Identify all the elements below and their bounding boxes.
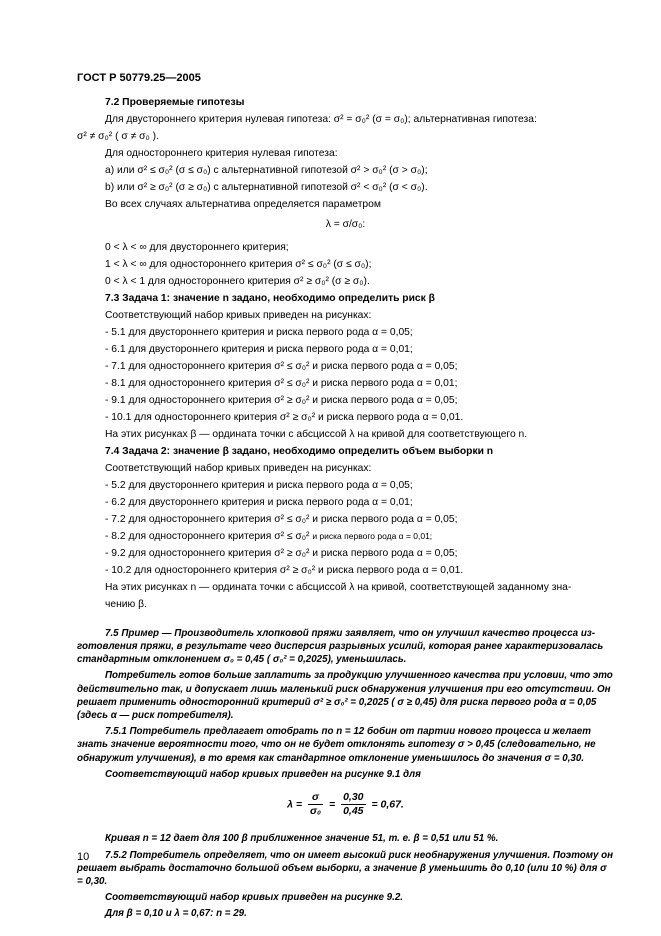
example-paragraph-2: Потребитель готов больше заплатить за продукцию улучшенного качества при условии, что это действительно так, и допускает лишь маленький риск обнаружения улучшения при его отсутствии. Он решает применить односторонний критерий σ² ≥ σ₀² = 0,2025 ( σ ≥ 0,45) для риска первого рода α = 0,05 (здесь α — риск потребителя). — [77, 670, 613, 721]
one-sided-hypothesis: Для одностороннего критерия нулевая гипотеза: — [105, 147, 338, 159]
section-7-4-note — [77, 581, 614, 595]
example-paragraph-3: 7.5.1 Потребитель предлагает отобрать по n = 12 бобин от партии нового процесса и желает знать значение вероятности того, что он не будет отклонять гипотезу σ > 0,45 (следовательно, не обнаружит улучшения), в то время как стандартное отклонение уменьшилось до значения σ = 0,30. — [77, 726, 596, 764]
fraction-sigma — [308, 791, 323, 818]
section-7-4-note-cont: чению β. — [105, 598, 147, 610]
list-item: - 6.1 для двустороннего критерия и риска первого рода α = 0,01; — [105, 344, 413, 355]
list-item: - 5.2 для двустороннего критерия и риска первого рода α = 0,05; — [105, 479, 413, 491]
section-7-3-heading: 7.3 Задача 1: значение n задано, необходимо определить риск β — [105, 293, 435, 305]
range-two-sided: 0 < λ < ∞ для двустороннего критерия; — [105, 242, 289, 254]
two-sided-alternative: σ² ≠ σ₀² ( σ ≠ σ₀ ). — [77, 130, 159, 142]
list-item: - 9.2 для одностороннего критерия σ² ≥ σ₀² и риска первого рода α = 0,05; — [105, 547, 458, 559]
range-one-sided-ge: 0 < λ < 1 для одностороннего критерия σ² ≥ σ₀² (σ ≥ σ₀). — [105, 276, 370, 288]
example-paragraph-6: 7.5.2 Потребитель определяет, что он имеет высокий риск необнаружения улучшения. Поэтому он решает выбрать достаточно большой объем выборки, а значение β уменьшить до 0,10 (или 10 %) для σ = 0,30. — [77, 849, 614, 887]
alternative-parameter-text: Во всех случаях альтернатива определяется параметром — [105, 198, 381, 210]
fraction-numerator: 0,30 — [341, 791, 365, 805]
list-item — [77, 530, 614, 544]
list-item: - 7.1 для одностороннего критерия σ² ≤ σ₀² и риска первого рода α = 0,05; — [105, 360, 458, 372]
section-7-4-heading: 7.4 Задача 2: значение β задано, необходимо определить объем выборки n — [105, 445, 494, 457]
example-paragraph-1: 7.5 Пример — Производитель хлопковой пряжи заявляет, что он улучшил качество процесса из-готовления пряжи, в результате чего дисперсия разрывных усилий, которая ранее характеризовалась стандартным отклонением σ₀ = 0,45 ( σ₀² = 0,2025), уменьшилась. — [77, 627, 604, 666]
page-content — [77, 96, 614, 924]
list-item: - 7.2 для одностороннего критерия σ² ≤ σ₀² и риска первого рода α = 0,05; — [105, 513, 458, 525]
two-sided-hypothesis: Для двустороннего критерия нулевая гипотеза: σ² = σ₀² (σ = σ₀); альтернативная гипотеза: — [105, 113, 537, 125]
section-7-4-intro: Соответствующий набор кривых приведен на рисунках: — [105, 462, 372, 474]
fraction-values — [341, 791, 365, 818]
formula-lhs: λ = — [287, 798, 303, 811]
example-paragraph-7: Соответствующий набор кривых приведен на рисунке 9.2. — [105, 892, 404, 904]
list-item: - 6.2 для двустороннего критерия и риска первого рода α = 0,01; — [105, 496, 413, 508]
section-7-3-note: На этих рисунках β — ордината точки с абсциссой λ на кривой для соответствующего n. — [105, 428, 528, 440]
list-item: - 8.1 для одностороннего критерия σ² ≤ σ₀² и риска первого рода α = 0,01; — [105, 377, 458, 389]
note-line-1: На этих рисунках n — ордината точки с абсциссой λ на кривой, соответствующей заданному зна- — [105, 581, 572, 593]
page-number: 10 — [77, 851, 90, 863]
item-8-2-main: - 8.2 для одностороннего критерия σ² ≤ σ₀² — [105, 530, 310, 542]
list-item: - 9.1 для одностороннего критерия σ² ≥ σ₀² и риска первого рода α = 0,05; — [105, 394, 458, 406]
list-item: - 5.1 для двустороннего критерия и риска первого рода α = 0,05; — [105, 327, 413, 339]
document-header: ГОСТ Р 50779.25—2005 — [77, 72, 201, 84]
section-7-2-heading: 7.2 Проверяемые гипотезы — [105, 97, 245, 108]
fraction-numerator: σ — [308, 791, 323, 805]
item-8-2-small: и риска первого рода α = 0,01; — [312, 530, 433, 541]
fraction-denominator: σ₀ — [309, 805, 322, 818]
example-paragraph-8: Для β = 0,10 и λ = 0,67: n = 29. — [105, 908, 247, 920]
example-paragraph-4: Соответствующий набор кривых приведен на рисунке 9.1 для — [105, 768, 421, 780]
formula-rhs: = 0,67. — [371, 798, 404, 811]
example-section — [77, 627, 614, 921]
section-7-3-intro: Соответствующий набор кривых приведен на рисунках: — [105, 310, 372, 322]
fraction-denominator: 0,45 — [343, 805, 364, 818]
list-item: - 10.1 для одностороннего критерия σ² ≥ σ₀² и риска первого рода α = 0,01. — [105, 411, 464, 423]
range-one-sided-le: 1 < λ < ∞ для одностороннего критерия σ² ≤ σ₀² (σ ≤ σ₀); — [105, 259, 372, 271]
lambda-formula: λ = σ/σ₀: — [325, 218, 366, 230]
hypothesis-b: b) или σ² ≥ σ₀² (σ ≥ σ₀) с альтернативной гипотезой σ² < σ₀² (σ < σ₀). — [105, 181, 428, 193]
list-item: - 10.2 для одностороннего критерия σ² ≥ σ₀² и риска первого рода α = 0,01. — [105, 564, 464, 576]
hypothesis-a: а) или σ² ≤ σ₀² (σ ≤ σ₀) с альтернативной гипотезой σ² > σ₀² (σ > σ₀); — [105, 164, 428, 176]
example-formula: λ = $\frac{\sigma}{\text{σ₀}}$ = $\frac{0,30}{0,45}$ = 0,67. — [287, 790, 404, 818]
example-paragraph-5: Кривая n = 12 дает для 100 β приближенное значение 51, т. е. β = 0,51 или 51 %. — [105, 833, 499, 845]
